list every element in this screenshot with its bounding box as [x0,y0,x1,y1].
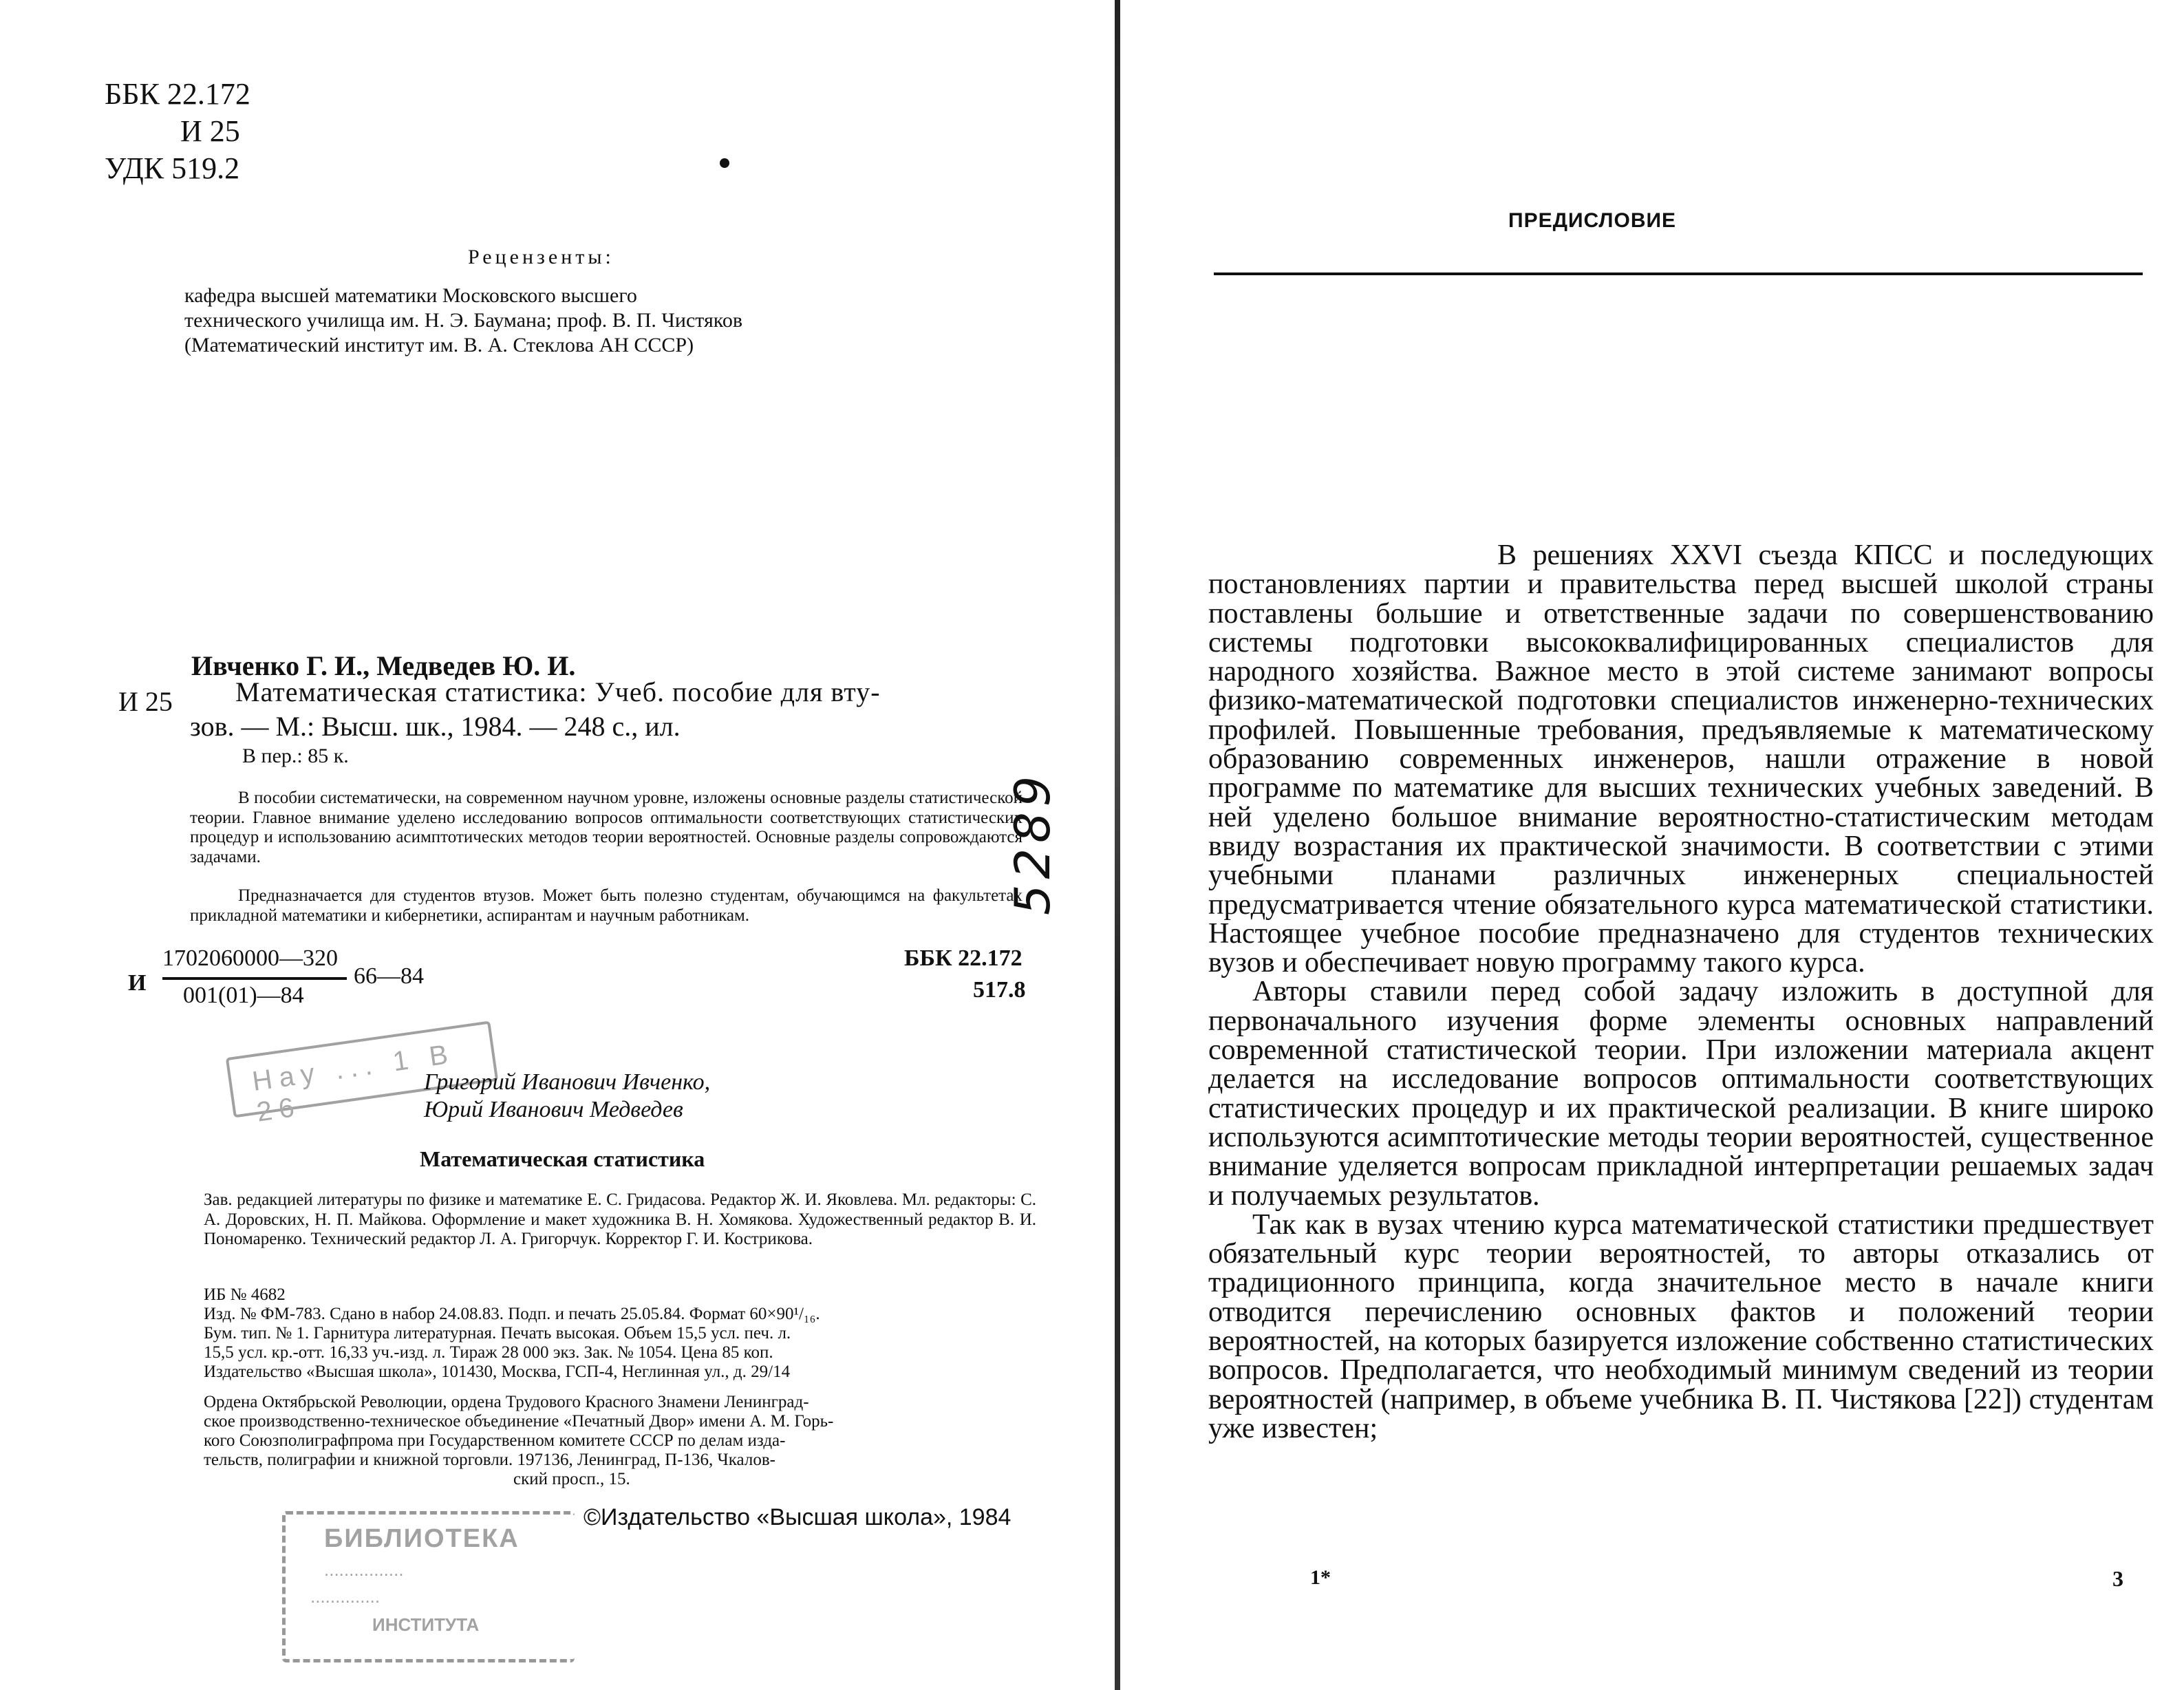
ib-number: ИБ № 4682 [204,1285,286,1304]
print-line-2: Бум. тип. № 1. Гарнитура литературная. Печать высокая. Объем 15,5 усл. печ. л. [204,1324,791,1343]
authors: Ивченко Г. И., Медведев Ю. И. [191,650,576,681]
preface-text [1208,541,2154,1443]
preface-heading: ПРЕДИСЛОВИЕ [1508,209,1677,232]
press-line-1: Ордена Октябрьской Революции, ордена Трудового Красного Знамени Ленинград- [204,1393,809,1411]
author-full-2: Юрий Иванович Медведев [424,1097,683,1122]
book-title: Математическая статистика [420,1146,705,1171]
abstract-1: В пособии систематически, на современном научном уровне, изложены основные разделы статистической теории. Главное внимание уделено исследованию вопросов оптимальности соответствующих статистических процедур и использованию асимптотических методов теории вероятностей. Основные разделы сопровождаются задачами. [190,789,1023,866]
author-full-1: Григорий Иванович Ивченко, [424,1069,711,1095]
fraction-line [162,977,347,980]
library-stamp-line-1: БИБЛИОТЕКА [324,1524,520,1553]
library-stamp [282,1511,575,1662]
price: В пер.: 85 к. [242,745,349,767]
code-letter: И [128,970,147,996]
code-suffix: 66—84 [354,963,424,989]
handwritten-number: 5289 [1005,770,1061,915]
book-spine [1101,0,1135,1690]
udk-code: УДК 519.2 [105,151,240,185]
signature-mark: 1* [1310,1566,1331,1589]
press-line-3: кого Союзполиграфпрома при Государственном комитете СССР по делам изда- [204,1431,786,1450]
bib-title-line-2: зов. — М.: Высш. шк., 1984. — 248 с., ил. [190,711,681,742]
reviewers-line-3: (Математический институт им. В. А. Стеклова АН СССР) [184,334,694,356]
press-line-5: ский просп., 15. [513,1470,630,1488]
code-bbk: ББК 22.172 [904,945,1023,971]
paragraph-3: Так как в вузах чтению курса математической статистики предшествует обязательный курс теории вероятностей, то авторы отказались от традиционного принципа, когда значительное место в начале книги отводится перечислению основных фактов и положений теории вероятностей, на которых базируется изложение собственно статистических вопросов. Предполагается, что необходимый минимум сведений из теории вероятностей (например, в объеме учебника В. П. Чистякова [22]) студентам уже известен; [1208,1208,2154,1444]
index-label: И 25 [118,686,173,717]
ink-dot [720,158,729,168]
right-page [1135,0,2184,1690]
print-line-4: Издательство «Высшая школа», 101430, Москва, ГСП-4, Неглинная ул., д. 29/14 [204,1362,791,1381]
reviewers-line-2: технического училища им. Н. Э. Баумана; проф. В. П. Чистяков [184,309,742,332]
press-line-4: тельств, полиграфии и книжной торговли. 197136, Ленинград, П-136, Чкалов- [204,1451,775,1469]
print-line-1: Изд. № ФМ-783. Сдано в набор 24.08.83. Подп. и печать 25.05.84. Формат 60×90¹/₁₆. [204,1305,820,1323]
copyright: ©Издательство «Высшая школа», 1984 [584,1504,1011,1530]
code-denominator: 001(01)—84 [183,983,304,1008]
library-stamp-line-3: .............. [310,1586,381,1607]
code-numerator: 1702060000—320 [162,945,338,971]
code-bbk-sub: 517.8 [973,977,1026,1003]
reviewers-title: Рецензенты: [468,246,614,268]
abstract-2: Предназначается для студентов втузов. Может быть полезно студентам, обучающимся на факультетах прикладной математики и кибернетики, аспирантам и научным работникам. [190,886,1023,925]
editorial-credits: Зав. редакцией литературы по физике и математике Е. С. Гридасова. Редактор Ж. И. Яковлева. Мл. редакторы: С. А. Доровских, Н. П. Майкова. Оформление и макет художника В. Н. Хомякова. Художественный редактор В. И. Пономаренко. Технический редактор Л. А. Григорчук. Корректор Г. И. Кострикова. [204,1190,1036,1248]
library-stamp-line-2: ................ [324,1559,404,1580]
page-number: 3 [2112,1566,2123,1591]
press-line-2: ское производственно-техническое объединение «Печатный Двор» имени А. М. Горь- [204,1412,834,1431]
receipt-stamp-text: Нау ... 1 В 26 [250,1038,457,1128]
paragraph-1: В решениях XXVI съезда КПСС и последующих постановлениях партии и правительства перед высшей школой страны поставлены большие и ответственные задачи по совершенствованию системы подготовки высококвалифицированных специалистов для народного хозяйства. Важное место в этой системе занимают вопросы физико-математической подготовки специалистов инженерно-технических профилей. Повышенные требования, предъявляемые к математическому образованию современных инженеров, нашли отражение в новой программе по математике для высших технических учебных заведений. В ней уделено большое внимание вероятностно-статистическим методам ввиду возрастания их практической значимости. В соответствии с этими учебными планами различных инженерных специальностей предусматривается чтение обязательного курса математической статистики. Настоящее учебное пособие предназначено для студентов технических вузов и обеспечивает новую программу такого курса. [1208,539,2154,979]
print-line-3: 15,5 усл. кр.-отт. 16,33 уч.-изд. л. Тираж 28 000 экз. Зак. № 1054. Цена 85 коп. [204,1343,773,1362]
author-index: И 25 [180,114,240,148]
reviewers-line-1: кафедра высшей математики Московского высшего [184,284,637,307]
bbk-code: ББК 22.172 [105,77,250,111]
heading-rule [1214,272,2143,275]
bib-title-line-1: Математическая статистика: Учеб. пособие для вту- [235,676,881,707]
paragraph-2: Авторы ставили перед собой задачу изложить в доступной для первоначального изучения форме элементы основных направлений современной статистической теории. При изложении материала акцент делается на исследование вопросов оптимальности соответствующих статистических процедур и их практической реализации. В книге широко используются асимптотические методы теории вероятностей, существенное внимание уделяется вопросам прикладной интерпретации решаемых задач и получаемых результатов. [1208,976,2154,1212]
library-stamp-line-4: ИНСТИТУТА [372,1614,480,1635]
